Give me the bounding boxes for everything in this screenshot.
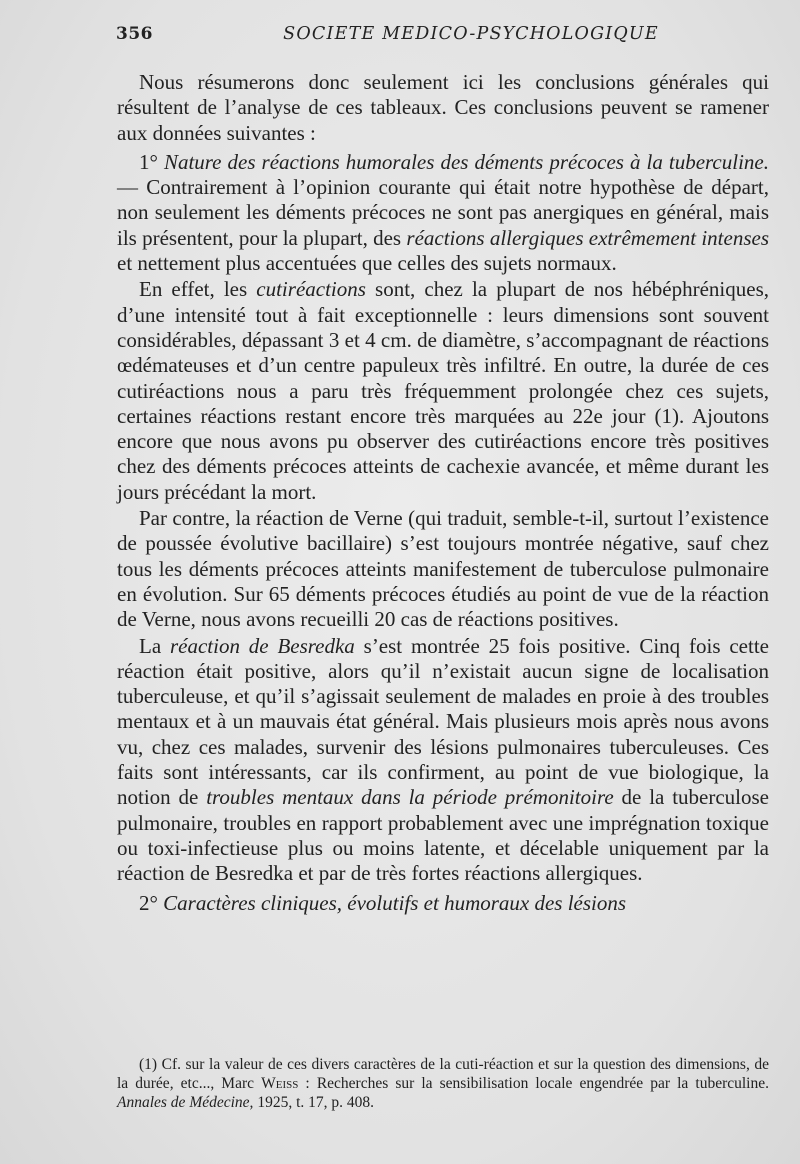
footnote-text: (1) Cf. sur la valeur de ces divers caractères de la cuti-réaction et sur la question des dimensions, de la durée, etc..., Marc: [117, 1056, 769, 1092]
paragraph-verne: Par contre, la réaction de Verne (qui traduit, semble-t-il, surtout l’existence de poussée évolutive bacillaire) s’est toujours montrée négative, sauf chez tous les déments précoces atteints manifestement de tuberculose pulmonaire en évolution. Sur 65 déments précoces étudiés au point de vue de la réaction de Verne, nous avons recueilli 20 cas de réactions positives.: [117, 506, 769, 632]
footnotes: [117, 1055, 769, 1112]
footnote-text: : Recherches sur la sensibilisation locale engendrée par la tuberculine.: [298, 1075, 769, 1092]
section-number: 2°: [139, 890, 164, 915]
emphasis: cutiréactions: [256, 277, 366, 302]
paragraph-text: et nettement plus accentuées que celles des sujets normaux.: [117, 251, 617, 276]
paragraph-text: En effet, les: [139, 277, 257, 302]
emphasis: troubles mentaux dans la période prémonitoire: [206, 785, 614, 810]
paragraph-text: s’est montrée 25 fois positive. Cinq fois cette réaction était positive, alors qu’il n’existait aucun signe de localisation tuberculeuse, et qu’il s’agissait seulement de malades en proie à des troubles mentaux et à un mauvais état général. Mais plusieurs mois après nous avons vu, chez ces malades, survenir des lésions pulmonaires tuberculeuses. Ces faits sont intéressants, car ils confirment, au point de vue biologique, la notion de: [117, 633, 769, 810]
footnote-journal: Annales de Médecine,: [117, 1094, 254, 1111]
paragraph-cutireactions: [117, 277, 769, 505]
paragraph-section-1: [117, 150, 769, 276]
paragraph-section-2: [117, 891, 769, 916]
paragraph-text: sont, chez la plupart de nos hébéphréniques, d’une intensité tout à fait exceptionnelle : leurs dimensions sont souvent considérables, dépassant 3 et 4 cm. de diamètre, s’accompagnant de réactions œdémateuses et d’un centre papuleux très infiltré. En outre, la durée de ces cutiréactions nous a paru très fréquemment prolongée chez ces sujets, certaines réactions restant encore très marquées au 22e jour (1). Ajoutons encore que nous avons pu observer des cutiréactions encore très positives chez des déments précoces atteints de cachexie avancée, et même durant les jours précédant la mort.: [117, 277, 769, 504]
emphasis: réactions allergiques extrêmement intenses: [406, 225, 769, 250]
body-text: [117, 70, 769, 917]
paragraph-text: La: [139, 633, 170, 658]
page-header: [116, 24, 766, 50]
page-number: 356: [116, 24, 153, 44]
footnote-text: 1925, t. 17, p. 408.: [253, 1094, 374, 1111]
section-title: Nature des réactions humorales des déments précoces à la tuberculine.: [163, 149, 769, 174]
paragraph-intro: Nous résumerons donc seulement ici les conclusions générales qui résultent de l’analyse de ces tableaux. Ces conclusions peuvent se ramener aux données suivantes :: [117, 70, 769, 145]
running-title: SOCIETE MEDICO-PSYCHOLOGIQUE: [283, 24, 659, 44]
paragraph-text: — Contrairement à l’opinion courante qui était notre hypothèse de départ, non seulement les déments précoces ne sont pas anergiques en général, mais ils présentent, pour la plupart, des: [117, 175, 769, 250]
emphasis: réaction de Besredka: [169, 633, 355, 658]
section-title: Caractères cliniques, évolutifs et humoraux des lésions: [163, 890, 627, 915]
paragraph-text: de la tuberculose pulmonaire, troubles en rapport probablement avec une imprégnation toxique ou toxi-infectieuse plus ou moins latente, et décelable uniquement par la réaction de Besredka et par de très fortes réactions allergiques.: [117, 785, 769, 886]
footnote-1: [117, 1055, 769, 1112]
footnote-author: Weiss: [261, 1075, 299, 1092]
paragraph-besredka: [117, 634, 769, 887]
section-number: 1°: [139, 149, 164, 174]
